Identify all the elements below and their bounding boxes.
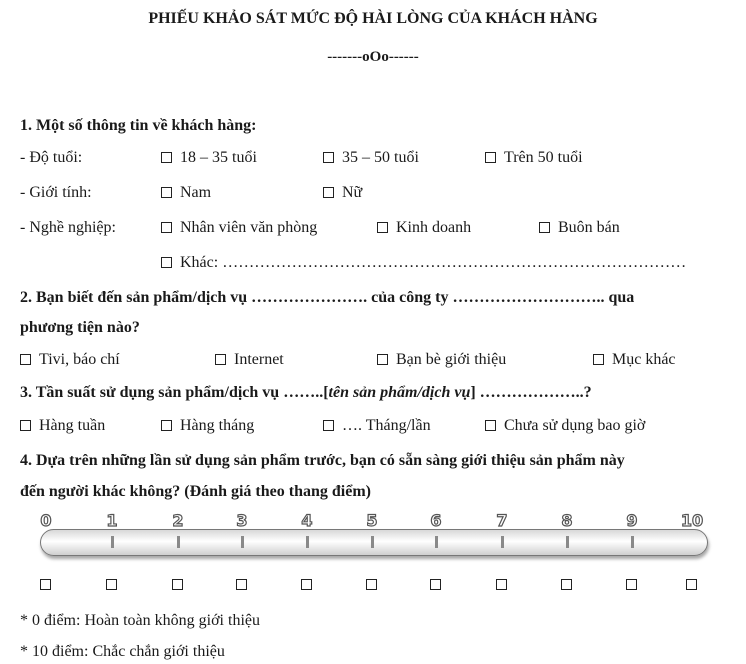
rating-bar bbox=[40, 529, 708, 556]
checkbox[interactable] bbox=[20, 420, 31, 431]
scale-number-10: 10 bbox=[680, 511, 704, 530]
q3-heading: 3. Tần suất sử dụng sản phẩm/dịch vụ ……..[tên sản phẩm/dịch vụ] ………………..? bbox=[20, 384, 592, 401]
age-label: - Độ tuổi: bbox=[20, 149, 83, 166]
rating-checkbox-9[interactable] bbox=[626, 579, 637, 590]
q3-option-3[interactable]: …. Tháng/lần bbox=[323, 417, 431, 435]
note-0: * 0 điểm: Hoàn toàn không giới thiệu bbox=[20, 612, 260, 629]
checkbox[interactable] bbox=[539, 222, 550, 233]
job-option-2[interactable]: Kinh doanh bbox=[377, 219, 471, 237]
scale-number-5: 5 bbox=[366, 511, 378, 530]
scale-tick bbox=[631, 536, 634, 548]
rating-checkbox-2[interactable] bbox=[172, 579, 183, 590]
note-10: * 10 điểm: Chắc chắn giới thiệu bbox=[20, 643, 225, 660]
rating-checkbox-7[interactable] bbox=[496, 579, 507, 590]
checkbox[interactable] bbox=[485, 152, 496, 163]
q2-option-2[interactable]: Internet bbox=[215, 351, 284, 369]
q4-line1: 4. Dựa trên những lần sử dụng sản phẩm trước, bạn có sẵn sàng giới thiệu sản phẩm này bbox=[20, 452, 625, 469]
job-option-1[interactable]: Nhân viên văn phòng bbox=[161, 219, 317, 237]
rating-checkbox-4[interactable] bbox=[301, 579, 312, 590]
checkbox[interactable] bbox=[161, 187, 172, 198]
checkbox[interactable] bbox=[377, 222, 388, 233]
checkbox[interactable] bbox=[323, 152, 334, 163]
checkbox[interactable] bbox=[161, 222, 172, 233]
job-label: - Nghề nghiệp: bbox=[20, 219, 116, 236]
scale-number-8: 8 bbox=[561, 511, 573, 530]
scale-tick bbox=[177, 536, 180, 548]
q2-line1: 2. Bạn biết đến sản phẩm/dịch vụ …………………. của công ty ……………………….. qua bbox=[20, 289, 635, 306]
scale-number-0: 0 bbox=[40, 511, 52, 530]
scale-tick bbox=[501, 536, 504, 548]
job-option-3[interactable]: Buôn bán bbox=[539, 219, 620, 237]
scale-number-7: 7 bbox=[496, 511, 508, 530]
checkbox[interactable] bbox=[323, 187, 334, 198]
checkbox[interactable] bbox=[161, 257, 172, 268]
gender-option-male[interactable]: Nam bbox=[161, 184, 211, 202]
rating-checkbox-6[interactable] bbox=[430, 579, 441, 590]
page-title: PHIẾU KHẢO SÁT MỨC ĐỘ HÀI LÒNG CỦA KHÁCH HÀNG bbox=[148, 10, 598, 27]
rating-checkbox-0[interactable] bbox=[40, 579, 51, 590]
rating-checkbox-5[interactable] bbox=[366, 579, 377, 590]
q3-option-1[interactable]: Hàng tuần bbox=[20, 417, 105, 435]
scale-number-6: 6 bbox=[430, 511, 442, 530]
q1-heading: 1. Một số thông tin về khách hàng: bbox=[20, 117, 257, 134]
age-option-1[interactable]: 18 – 35 tuổi bbox=[161, 149, 257, 167]
q3-option-4[interactable]: Chưa sử dụng bao giờ bbox=[485, 417, 645, 435]
scale-tick bbox=[306, 536, 309, 548]
q2-line2: phương tiện nào? bbox=[20, 319, 140, 336]
scale-number-1: 1 bbox=[106, 511, 118, 530]
q3-option-2[interactable]: Hàng tháng bbox=[161, 417, 254, 435]
q2-option-3[interactable]: Bạn bè giới thiệu bbox=[377, 351, 506, 369]
checkbox[interactable] bbox=[215, 354, 226, 365]
scale-number-2: 2 bbox=[172, 511, 184, 530]
rating-checkbox-1[interactable] bbox=[106, 579, 117, 590]
age-option-3[interactable]: Trên 50 tuổi bbox=[485, 149, 583, 167]
rating-checkbox-10[interactable] bbox=[686, 579, 697, 590]
scale-tick bbox=[371, 536, 374, 548]
gender-label: - Giới tính: bbox=[20, 184, 92, 201]
checkbox[interactable] bbox=[377, 354, 388, 365]
scale-tick bbox=[435, 536, 438, 548]
page-subtitle: -------oOo------ bbox=[327, 49, 419, 65]
scale-tick bbox=[566, 536, 569, 548]
scale-number-9: 9 bbox=[626, 511, 638, 530]
checkbox[interactable] bbox=[20, 354, 31, 365]
q2-option-1[interactable]: Tivi, báo chí bbox=[20, 351, 120, 369]
checkbox[interactable] bbox=[485, 420, 496, 431]
gender-option-female[interactable]: Nữ bbox=[323, 184, 362, 202]
checkbox[interactable] bbox=[161, 152, 172, 163]
age-option-2[interactable]: 35 – 50 tuổi bbox=[323, 149, 419, 167]
q2-option-4[interactable]: Mục khác bbox=[593, 351, 676, 369]
q4-line2: đến người khác không? (Đánh giá theo thang điểm) bbox=[20, 483, 371, 500]
scale-number-4: 4 bbox=[301, 511, 313, 530]
scale-tick bbox=[241, 536, 244, 548]
checkbox[interactable] bbox=[323, 420, 334, 431]
rating-checkbox-3[interactable] bbox=[236, 579, 247, 590]
job-option-other[interactable]: Khác: …………………………………………………………………………… bbox=[161, 254, 721, 272]
checkbox[interactable] bbox=[593, 354, 604, 365]
rating-checkbox-8[interactable] bbox=[561, 579, 572, 590]
scale-number-3: 3 bbox=[236, 511, 248, 530]
checkbox[interactable] bbox=[161, 420, 172, 431]
scale-tick bbox=[111, 536, 114, 548]
